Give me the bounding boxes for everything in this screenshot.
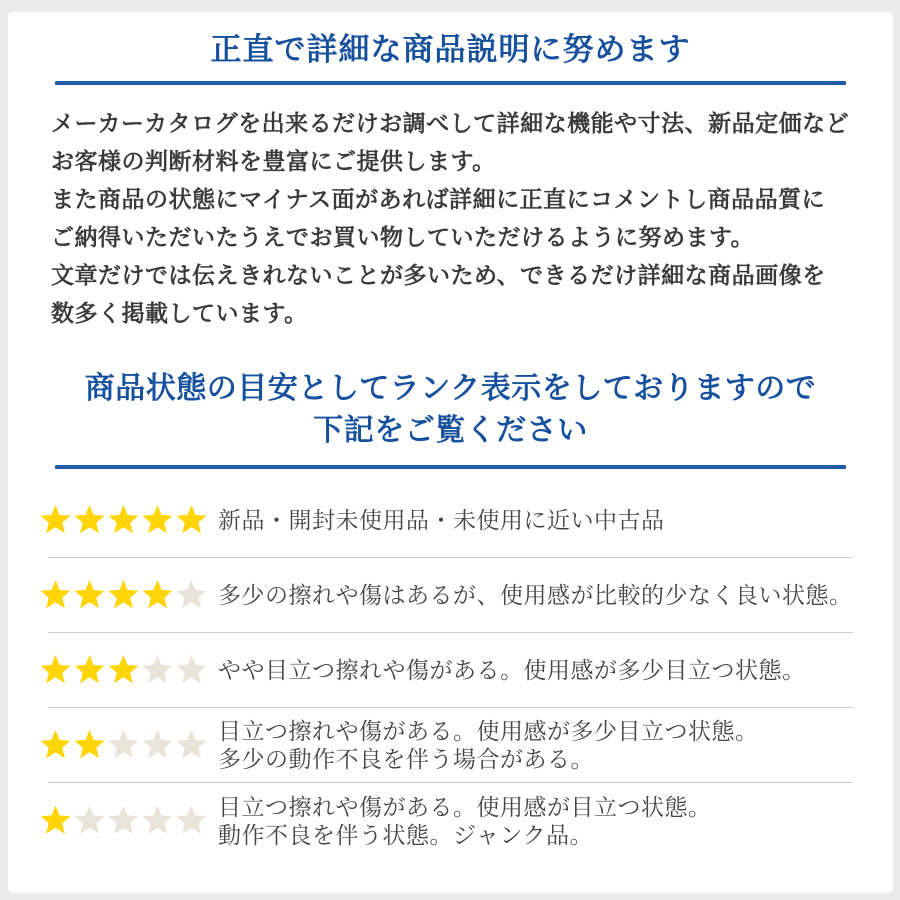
section1-title: 正直で詳細な商品説明に努めます xyxy=(210,32,691,67)
blue-divider-1 xyxy=(55,81,846,85)
rank-description-line: 多少の動作不良を伴う場合がある。 xyxy=(218,746,594,772)
intro-line-2: お客様の判断材料を豊富にご提供します。 xyxy=(51,148,496,174)
rank-row xyxy=(48,483,853,558)
star-rating xyxy=(40,730,208,760)
section2-title xyxy=(48,368,853,452)
intro-line-5: 文章だけでは伝えきれないことが多いため、できるだけ詳細な商品画像を xyxy=(51,262,826,288)
rank-description xyxy=(208,506,665,534)
rank-description-line: 目立つ擦れや傷がある。使用感が多少目立つ状態。 xyxy=(218,718,759,744)
star-filled-icon xyxy=(40,655,71,685)
star-empty-icon xyxy=(108,730,139,760)
rank-list xyxy=(48,483,853,858)
star-filled-icon xyxy=(108,505,139,535)
star-empty-icon xyxy=(142,655,173,685)
rank-row xyxy=(48,708,853,783)
section2-title-line1: 商品状態の目安としてランク表示をしておりますので xyxy=(84,372,817,405)
section2-title-line2: 下記をご覧ください xyxy=(313,414,588,447)
rank-description xyxy=(208,717,759,773)
star-rating xyxy=(40,806,208,836)
intro-paragraph xyxy=(48,104,853,332)
blue-divider-2 xyxy=(55,465,846,469)
star-filled-icon xyxy=(108,580,139,610)
star-empty-icon xyxy=(74,806,105,836)
star-filled-icon xyxy=(74,655,105,685)
intro-line-6: 数多く掲載しています。 xyxy=(51,300,308,326)
intro-line-4: ご納得いただいたうえでお買い物していただけるように努めます。 xyxy=(51,224,755,250)
star-filled-icon xyxy=(40,505,71,535)
star-filled-icon xyxy=(176,505,207,535)
star-empty-icon xyxy=(176,655,207,685)
star-filled-icon xyxy=(142,580,173,610)
star-empty-icon xyxy=(142,806,173,836)
star-filled-icon xyxy=(74,505,105,535)
star-empty-icon xyxy=(176,580,207,610)
star-empty-icon xyxy=(108,806,139,836)
star-rating xyxy=(40,580,208,610)
rank-description-line: 動作不良を伴う状態。ジャンク品。 xyxy=(218,821,594,848)
rank-row xyxy=(48,558,853,633)
rank-description xyxy=(208,656,806,684)
rank-description xyxy=(208,793,712,849)
star-rating xyxy=(40,505,208,535)
star-filled-icon xyxy=(40,580,71,610)
star-rating xyxy=(40,655,208,685)
star-filled-icon xyxy=(108,655,139,685)
star-filled-icon xyxy=(40,730,71,760)
rank-description-line: やや目立つ擦れや傷がある。使用感が多少目立つ状態。 xyxy=(218,657,806,683)
intro-line-3: また商品の状態にマイナス面があれば詳細に正直にコメントし商品品質に xyxy=(51,186,826,212)
rank-description-line: 新品・開封未使用品・未使用に近い中古品 xyxy=(218,507,665,533)
rank-description-line: 目立つ擦れや傷がある。使用感が目立つ状態。 xyxy=(218,793,712,820)
rank-row xyxy=(48,633,853,708)
intro-line-1: メーカーカタログを出来るだけお調べして詳細な機能や寸法、新品定価など xyxy=(51,110,850,136)
content-card xyxy=(8,12,893,893)
rank-row xyxy=(48,783,853,858)
rank-description xyxy=(208,581,853,609)
star-filled-icon xyxy=(40,806,71,836)
star-empty-icon xyxy=(142,730,173,760)
star-empty-icon xyxy=(176,806,207,836)
star-filled-icon xyxy=(74,580,105,610)
rank-description-line: 多少の擦れや傷はあるが、使用感が比較的少なく良い状態。 xyxy=(218,582,853,608)
star-empty-icon xyxy=(176,730,207,760)
star-filled-icon xyxy=(142,505,173,535)
star-filled-icon xyxy=(74,730,105,760)
